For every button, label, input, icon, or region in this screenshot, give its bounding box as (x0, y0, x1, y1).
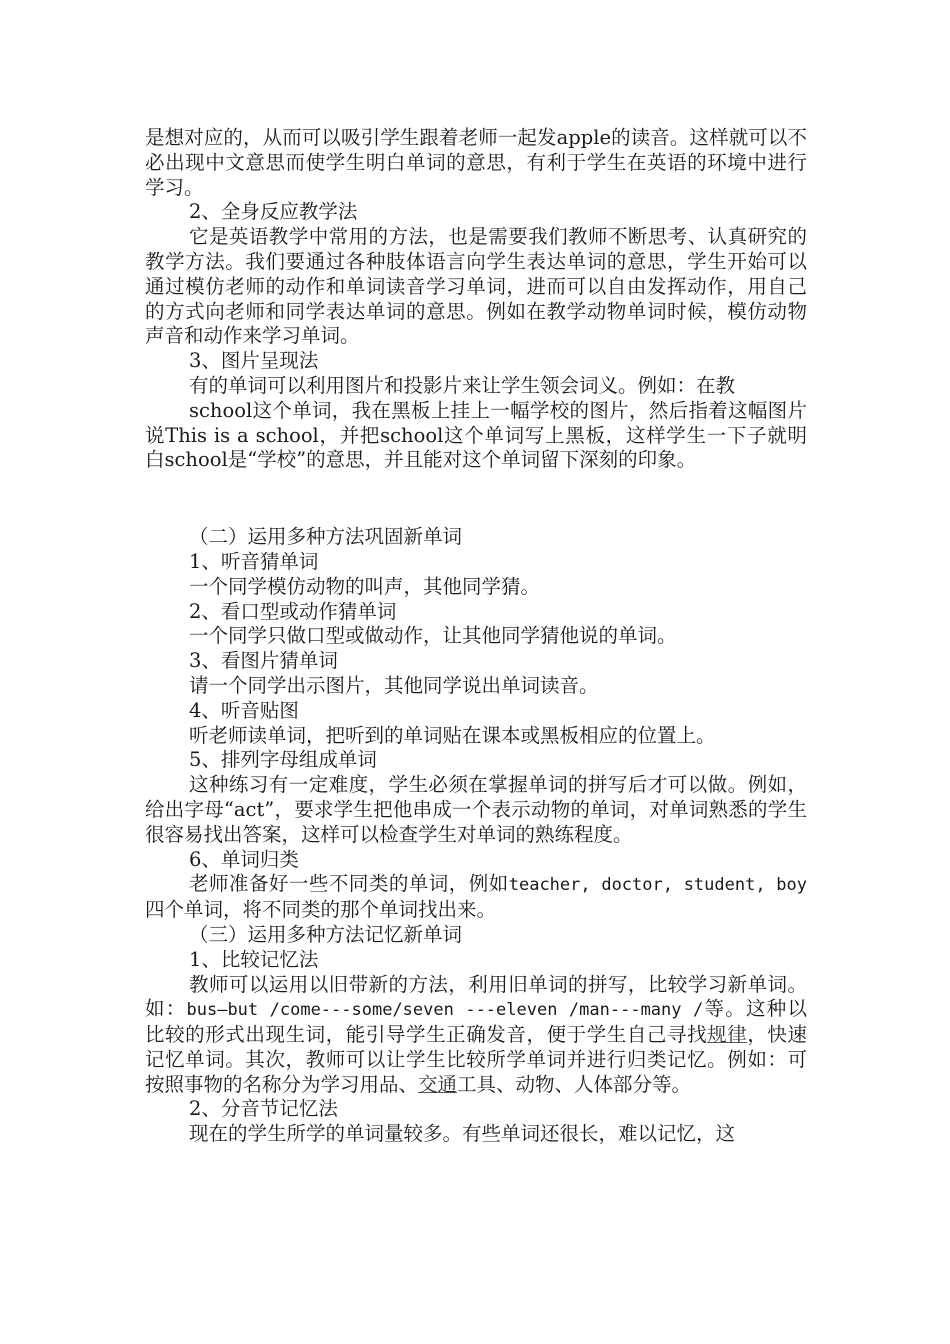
heading-word-classification: 6、单词归类 (189, 847, 299, 871)
section-title-memorize: （三）运用多种方法记忆新单词 (189, 922, 463, 946)
heading-syllable-memory: 2、分音节记忆法 (189, 1097, 338, 1121)
classification-word-list: teacher, doctor, student, boy (508, 875, 807, 896)
section-title-consolidate: （二）运用多种方法巩固新单词 (189, 525, 463, 549)
heading-picture-presentation: 3、图片呈现法 (189, 349, 319, 373)
item-heading: 3、看图片猜单词 (189, 649, 338, 673)
comparison-text-a: 教师可以运用以旧带新的方法，利用旧单词的拼写，比较学习新单词。如： (145, 972, 807, 1021)
document-page (145, 126, 807, 1147)
paragraph-syllable-memory: 现在的学生所学的单词量较多。有些单词还很长，难以记忆，这 (189, 1122, 736, 1146)
paragraph-word-classification (145, 872, 807, 923)
item-text: 请一个同学出示图片，其他同学说出单词读音。 (189, 673, 599, 697)
classification-text-a: 老师准备好一些不同类的单词，例如 (189, 872, 509, 896)
section-spacer (145, 473, 807, 525)
heading-comparison-memory: 1、比较记忆法 (189, 947, 319, 971)
paragraph-total-physical-response: 它是英语教学中常用的方法，也是需要我们教师不断思考、认真研究的教学方法。我们要通过各种肢体语言向学生表达单词的意思，学生开始可以通过模仿老师的动作和单词读音学习单词，进而可以自由发挥动作，用自己的方式向老师和同学表达单词的意思。例如在教学动物单词时候，模仿动物声音和动作来学习单词。 (145, 225, 807, 348)
classification-text-b: 四个单词，将不同类的那个单词找出来。 (145, 898, 497, 922)
comparison-text-c: ，快速记忆单词。其次，教师可以让学生比较所学单词并进行归类记忆。例如：可按照事物的名称分为学习用品、 (145, 1023, 807, 1096)
item-text: 一个同学只做口型或做动作，让其他同学猜他说的单词。 (189, 624, 677, 648)
item-text: 一个同学模仿动物的叫声，其他同学猜。 (189, 574, 541, 598)
paragraph-picture-presentation-a: 有的单词可以利用图片和投影片来让学生领会词义。例如：在教 (189, 373, 736, 397)
item-heading: 4、听音贴图 (189, 698, 299, 722)
paragraph-comparison-memory (145, 973, 807, 1098)
link-transportation[interactable]: 交通 (418, 1072, 458, 1096)
heading-total-physical-response: 2、全身反应教学法 (189, 200, 358, 224)
comparison-text-d: 工具、动物、人体部分等。 (457, 1072, 692, 1096)
comparison-text-b: 等。这种以比较的形式出现生词，能引导学生正确发音，便于学生自己寻找 (145, 997, 807, 1047)
item-heading: 5、排列字母组成单词 (189, 748, 377, 772)
item-text: 这种练习有一定难度，学生必须在掌握单词的拼写后才可以做。例如，给出字母“act”，要求学生把他串成一个表示动物的单词，对单词熟悉的学生很容易找出答案，这样可以检查学生对单词的熟练程度。 (145, 773, 807, 846)
paragraph-picture-presentation-b: school这个单词，我在黑板上挂上一幅学校的图片，然后指着这幅图片说This is a school，并把school这个单词写上黑板，这样学生一下子就明白school是“学校”的意思，并且能对这个单词留下深刻的印象。 (145, 398, 807, 472)
comparison-word-pairs: bus—but /come---some/seven ---eleven /man---many / (186, 1000, 704, 1021)
paragraph-intro: 是想对应的，从而可以吸引学生跟着老师一起发apple的读音。这样就可以不必出现中文意思而使学生明白单词的意思，有利于学生在英语的环境中进行学习。 (145, 126, 807, 199)
item-text: 听老师读单词，把听到的单词贴在课本或黑板相应的位置上。 (189, 723, 716, 747)
item-heading: 2、看口型或动作猜单词 (189, 599, 397, 623)
link-rules[interactable]: 规律 (707, 1023, 748, 1047)
item-heading: 1、听音猜单词 (189, 549, 319, 573)
